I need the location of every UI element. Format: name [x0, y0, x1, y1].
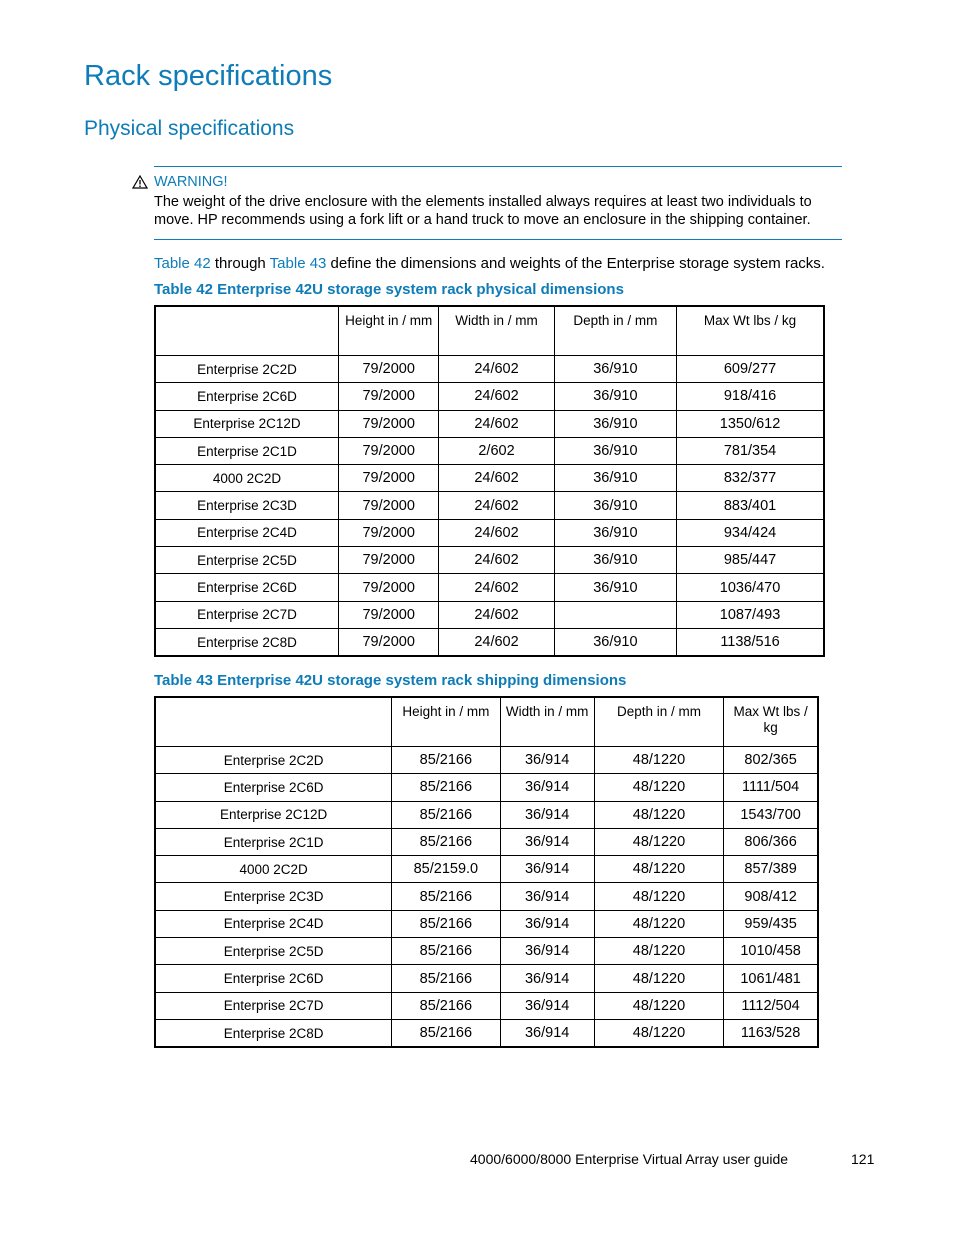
row-label-cell: Enterprise 2C6D [155, 965, 392, 992]
table-row [155, 992, 818, 1019]
table-cell: 36/910 [554, 628, 676, 656]
table-cell: 36/914 [500, 774, 594, 801]
row-label-cell: Enterprise 2C12D [155, 801, 392, 828]
table-cell: 79/2000 [339, 410, 439, 437]
table-cell: 806/366 [724, 828, 818, 855]
table-42-caption: Table 42 Enterprise 42U storage system rack physical dimensions [154, 281, 624, 298]
table-cell: 959/435 [724, 910, 818, 937]
row-label-cell: 4000 2C2D [155, 465, 339, 492]
table-cell: 48/1220 [594, 801, 723, 828]
table-row [155, 938, 818, 965]
table-cell: 1061/481 [724, 965, 818, 992]
table-cell: 2/602 [439, 437, 554, 464]
warning-text: The weight of the drive enclosure with the elements installed always requires at least two individuals to move. HP recommends using a fork lift or a hand truck to move an enclosure in the shipping container. [154, 194, 812, 228]
table-row [155, 356, 824, 383]
row-label-cell: Enterprise 2C6D [155, 774, 392, 801]
warning-triangle-icon [132, 175, 148, 189]
table-cell: 36/910 [554, 492, 676, 519]
table-cell: 48/1220 [594, 856, 723, 883]
column-header: Depth in / mm [554, 306, 676, 356]
table-header-row [155, 697, 818, 747]
column-header: Max Wt lbs / kg [677, 306, 824, 356]
table-cell: 1350/612 [677, 410, 824, 437]
table-cell: 781/354 [677, 437, 824, 464]
column-header: Max Wt lbs / kg [724, 697, 818, 747]
table-cell: 24/602 [439, 410, 554, 437]
table-cell: 36/910 [554, 410, 676, 437]
table-cell: 79/2000 [339, 574, 439, 601]
table-cell: 36/910 [554, 465, 676, 492]
table-cell: 85/2166 [392, 774, 500, 801]
table-cell: 1543/700 [724, 801, 818, 828]
table-cell: 24/602 [439, 465, 554, 492]
table-row [155, 437, 824, 464]
table-row [155, 628, 824, 656]
table-cell: 908/412 [724, 883, 818, 910]
table-cell: 985/447 [677, 547, 824, 574]
table-row [155, 856, 818, 883]
table-row [155, 492, 824, 519]
table-cell: 36/914 [500, 992, 594, 1019]
table-cell: 85/2159.0 [392, 856, 500, 883]
table-cell: 85/2166 [392, 910, 500, 937]
row-label-cell: Enterprise 2C2D [155, 356, 339, 383]
table-cell: 85/2166 [392, 938, 500, 965]
table-cell: 36/910 [554, 383, 676, 410]
table-cell: 934/424 [677, 519, 824, 546]
table-row [155, 747, 818, 774]
section-title: Physical specifications [84, 117, 295, 140]
table-cell: 48/1220 [594, 910, 723, 937]
table-cell: 1163/528 [724, 1019, 818, 1047]
row-label-cell: Enterprise 2C12D [155, 410, 339, 437]
footer-document-title: 4000/6000/8000 Enterprise Virtual Array user guide [470, 1151, 789, 1167]
table-cell: 85/2166 [392, 747, 500, 774]
table-cell: 79/2000 [339, 547, 439, 574]
row-label-cell: Enterprise 2C4D [155, 910, 392, 937]
table-cell: 79/2000 [339, 465, 439, 492]
table-cell: 1112/504 [724, 992, 818, 1019]
table-cell: 36/914 [500, 1019, 594, 1047]
table-cell: 48/1220 [594, 1019, 723, 1047]
table-cell: 36/910 [554, 437, 676, 464]
table-row [155, 410, 824, 437]
table-cell: 24/602 [439, 492, 554, 519]
row-label-cell: Enterprise 2C6D [155, 383, 339, 410]
row-label-cell: Enterprise 2C3D [155, 492, 339, 519]
table-cell: 1138/516 [677, 628, 824, 656]
warning-label: WARNING! [154, 174, 228, 190]
table-cell: 36/910 [554, 547, 676, 574]
table-row [155, 519, 824, 546]
table-cell: 85/2166 [392, 965, 500, 992]
table-cell: 24/602 [439, 356, 554, 383]
column-header: Width in / mm [500, 697, 594, 747]
row-label-cell: Enterprise 2C1D [155, 437, 339, 464]
table-cell: 36/910 [554, 519, 676, 546]
table-cell: 48/1220 [594, 828, 723, 855]
table-cell: 79/2000 [339, 601, 439, 628]
table-42-link[interactable]: Table 42 [154, 255, 211, 272]
shipping-dimensions-table [154, 696, 819, 1048]
table-cell: 48/1220 [594, 774, 723, 801]
table-cell: 24/602 [439, 574, 554, 601]
table-cell: 36/914 [500, 965, 594, 992]
table-cell: 1010/458 [724, 938, 818, 965]
row-label-cell: Enterprise 2C7D [155, 601, 339, 628]
table-cell: 48/1220 [594, 747, 723, 774]
table-cell: 24/602 [439, 547, 554, 574]
table-cell: 802/365 [724, 747, 818, 774]
table-cell: 918/416 [677, 383, 824, 410]
row-label-cell: Enterprise 2C5D [155, 547, 339, 574]
table-row [155, 910, 818, 937]
table-cell: 1087/493 [677, 601, 824, 628]
table-cell: 48/1220 [594, 938, 723, 965]
table-cell: 48/1220 [594, 965, 723, 992]
intro-middle: through [210, 255, 270, 272]
table-43-caption: Table 43 Enterprise 42U storage system rack shipping dimensions [154, 672, 627, 689]
table-row [155, 883, 818, 910]
table-cell: 79/2000 [339, 356, 439, 383]
table-cell: 609/277 [677, 356, 824, 383]
column-header [155, 697, 392, 747]
column-header: Height in / mm [392, 697, 500, 747]
table-cell: 36/914 [500, 856, 594, 883]
physical-dimensions-table [154, 305, 825, 657]
row-label-cell: Enterprise 2C4D [155, 519, 339, 546]
table-cell: 24/602 [439, 628, 554, 656]
table-cell: 79/2000 [339, 437, 439, 464]
column-header: Width in / mm [439, 306, 554, 356]
intro-rest: define the dimensions and weights of the Enterprise storage system racks. [326, 255, 825, 272]
row-label-cell: Enterprise 2C6D [155, 574, 339, 601]
table-43-link[interactable]: Table 43 [269, 255, 327, 272]
row-label-cell: Enterprise 2C1D [155, 828, 392, 855]
table-cell: 36/914 [500, 828, 594, 855]
table-row [155, 774, 818, 801]
table-cell: 85/2166 [392, 828, 500, 855]
table-cell: 79/2000 [339, 492, 439, 519]
table-cell: 48/1220 [594, 883, 723, 910]
table-cell: 79/2000 [339, 628, 439, 656]
column-header: Height in / mm [339, 306, 439, 356]
table-cell: 24/602 [439, 519, 554, 546]
table-cell: 48/1220 [594, 992, 723, 1019]
page-number: 121 [851, 1151, 875, 1167]
table-cell: 36/914 [500, 910, 594, 937]
table-cell: 36/910 [554, 574, 676, 601]
table-cell: 24/602 [439, 601, 554, 628]
table-cell [554, 601, 676, 628]
row-label-cell: 4000 2C2D [155, 856, 392, 883]
row-label-cell: Enterprise 2C2D [155, 747, 392, 774]
table-cell: 24/602 [439, 383, 554, 410]
table-row [155, 1019, 818, 1047]
table-cell: 1036/470 [677, 574, 824, 601]
page-title: Rack specifications [84, 60, 333, 92]
table-header-row [155, 306, 824, 356]
table-row [155, 801, 818, 828]
row-label-cell: Enterprise 2C8D [155, 628, 339, 656]
table-cell: 883/401 [677, 492, 824, 519]
table-cell: 85/2166 [392, 801, 500, 828]
row-label-cell: Enterprise 2C7D [155, 992, 392, 1019]
warning-box [154, 166, 842, 240]
table-cell: 857/389 [724, 856, 818, 883]
table-cell: 85/2166 [392, 992, 500, 1019]
table-cell: 79/2000 [339, 519, 439, 546]
table-row [155, 574, 824, 601]
table-cell: 832/377 [677, 465, 824, 492]
table-cell: 85/2166 [392, 883, 500, 910]
row-label-cell: Enterprise 2C5D [155, 938, 392, 965]
table-cell: 36/914 [500, 801, 594, 828]
row-label-cell: Enterprise 2C3D [155, 883, 392, 910]
table-row [155, 965, 818, 992]
table-cell: 79/2000 [339, 383, 439, 410]
table-row [155, 547, 824, 574]
warning-heading [132, 171, 842, 193]
table-row [155, 601, 824, 628]
table-row [155, 383, 824, 410]
table-cell: 36/914 [500, 883, 594, 910]
table-row [155, 828, 818, 855]
table-cell: 36/914 [500, 938, 594, 965]
table-cell: 36/914 [500, 747, 594, 774]
column-header: Depth in / mm [594, 697, 723, 747]
table-row [155, 465, 824, 492]
table-cell: 85/2166 [392, 1019, 500, 1047]
table-cell: 36/910 [554, 356, 676, 383]
table-cell: 1111/504 [724, 774, 818, 801]
column-header [155, 306, 339, 356]
row-label-cell: Enterprise 2C8D [155, 1019, 392, 1047]
intro-paragraph [154, 255, 825, 272]
